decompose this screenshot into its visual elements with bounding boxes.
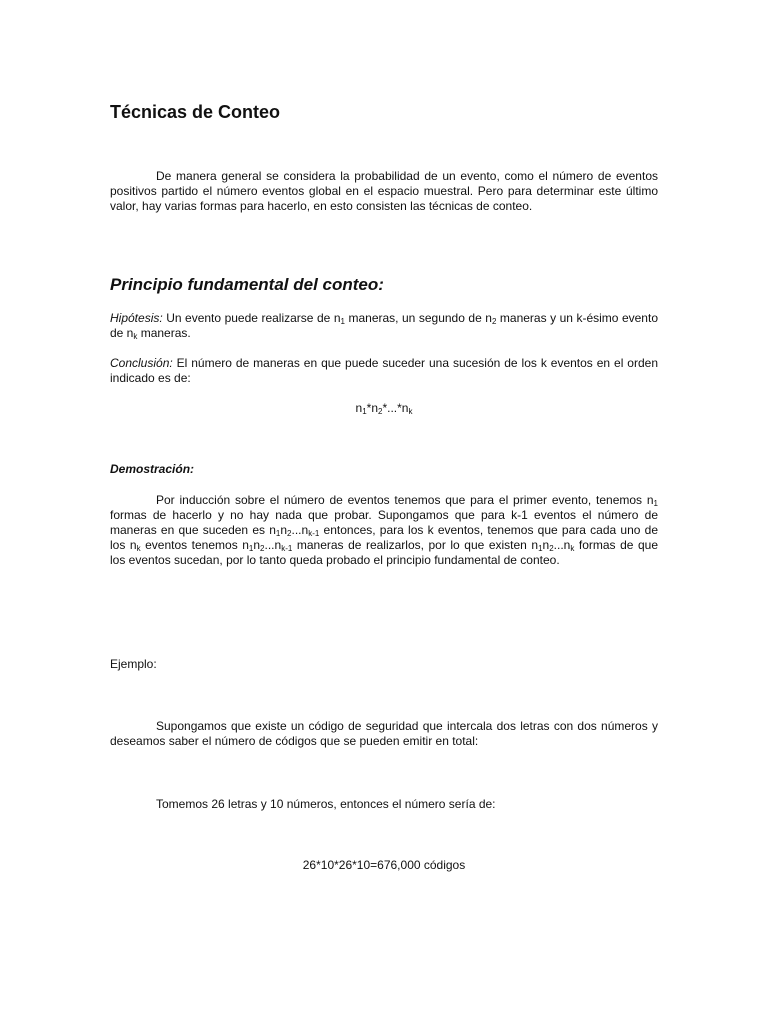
document-title: Técnicas de Conteo (110, 102, 281, 122)
demonstration-paragraph: Por inducción sobre el número de eventos tenemos que para el primer evento, tenemos $n_1$ formas de hacerlo y no hay nada que probar. Supongamos que para k-1 eventos el número de maneras en que suceden es $n_1n_2...n_{k-1}$ entonces, para los k eventos, tenemos que para cada uno de los $n_k$ eventos tenemos $n_1n_2...n_{k-1}$ maneras de realizarlos, por lo que existen $n_1n_2...n_k$ formas de que los eventos sucedan, por lo tanto queda probado el principio fundamental de conteo. (110, 493, 658, 567)
conclusion-label: Conclusión: (110, 356, 173, 370)
hypothesis-paragraph: Hipótesis: Un evento puede realizarse de $n_1$ maneras, un segundo de $n_2$ maneras y un k-ésimo evento de $n_k$ maneras. (110, 311, 658, 341)
demonstration-heading: Demostración: (110, 462, 195, 476)
intro-paragraph: De manera general se considera la probabilidad de un evento, como el número de eventos positivos partido el número eventos global en el espacio muestral. Pero para determinar este último valor, hay varias formas para hacerlo, en esto consisten las técnicas de conteo. (110, 169, 658, 213)
document-page (110, 0, 658, 1024)
example-paragraph: Supongamos que existe un código de seguridad que intercala dos letras con dos números y deseamos saber el número de códigos que se pueden emitir en total: (110, 719, 658, 748)
example-setup-paragraph: Tomemos 26 letras y 10 números, entonces el número sería de: (156, 797, 496, 811)
conclusion-paragraph: Conclusión: El número de maneras en que puede suceder una sucesión de los k eventos en el orden indicado es de: (110, 356, 658, 385)
example-result: 26*10*26*10=676,000 códigos (302, 858, 466, 872)
principle-heading: Principio fundamental del conteo: (110, 275, 384, 294)
hypothesis-label: Hipótesis: (110, 311, 163, 325)
example-label: Ejemplo: (110, 657, 157, 671)
principle-formula: $n_1*n_2*...*n_k$ (355, 401, 413, 416)
